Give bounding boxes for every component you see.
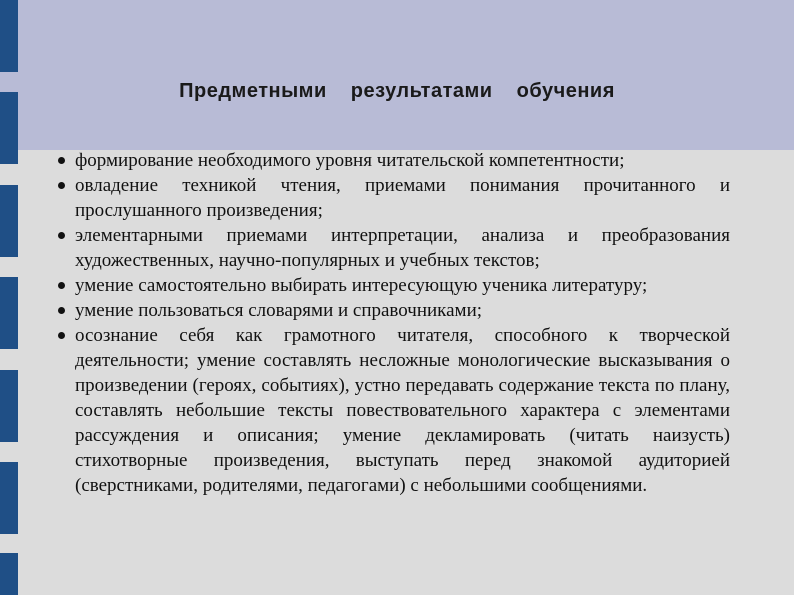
left-accent-bar [0,370,18,442]
list-item [46,148,730,173]
bullet-icon [58,182,65,189]
left-accent-bar [0,185,18,257]
list-item [46,273,730,298]
slide-content [46,148,730,498]
list-item [46,323,730,498]
list-item [46,223,730,273]
bullet-icon [58,282,65,289]
bullet-icon [58,307,65,314]
list-item-text: формирование необходимого уровня читательской компетентности; [75,150,625,171]
bullet-list [46,148,730,498]
list-item-text: элементарными приемами интерпретации, анализа и преобразования художественных, научно-популярных и учебных текстов; [75,225,730,271]
list-item [46,173,730,223]
list-item [46,298,730,323]
bullet-icon [58,157,65,164]
list-item-text: овладение техникой чтения, приемами понимания прочитанного и прослушанного произведения; [75,175,730,221]
bullet-icon [58,332,65,339]
left-accent-bar [0,0,18,72]
left-accent-bar [0,553,18,595]
left-accent-bar [0,462,18,534]
list-item-text: умение пользоваться словарями и справочниками; [75,300,483,321]
slide-title: Предметными результатами обучения [179,80,615,102]
list-item-text: умение самостоятельно выбирать интересующую ученика литературу; [75,275,648,296]
header-band [0,0,794,150]
list-item-text: осознание себя как грамотного читателя, способного к творческой деятельности; умение составлять несложные монологические высказывания о произведении (героях, событиях), устно передавать содержание текста по плану, составлять небольшие тексты повествовательного характера с элементами рассуждения и описания; умение декламировать (читать наизусть) стихотворные произведения, выступать перед знакомой аудиторией (сверстниками, родителями, педагогами) с небольшими сообщениями. [75,325,730,496]
left-accent-bar [0,277,18,349]
bullet-icon [58,232,65,239]
